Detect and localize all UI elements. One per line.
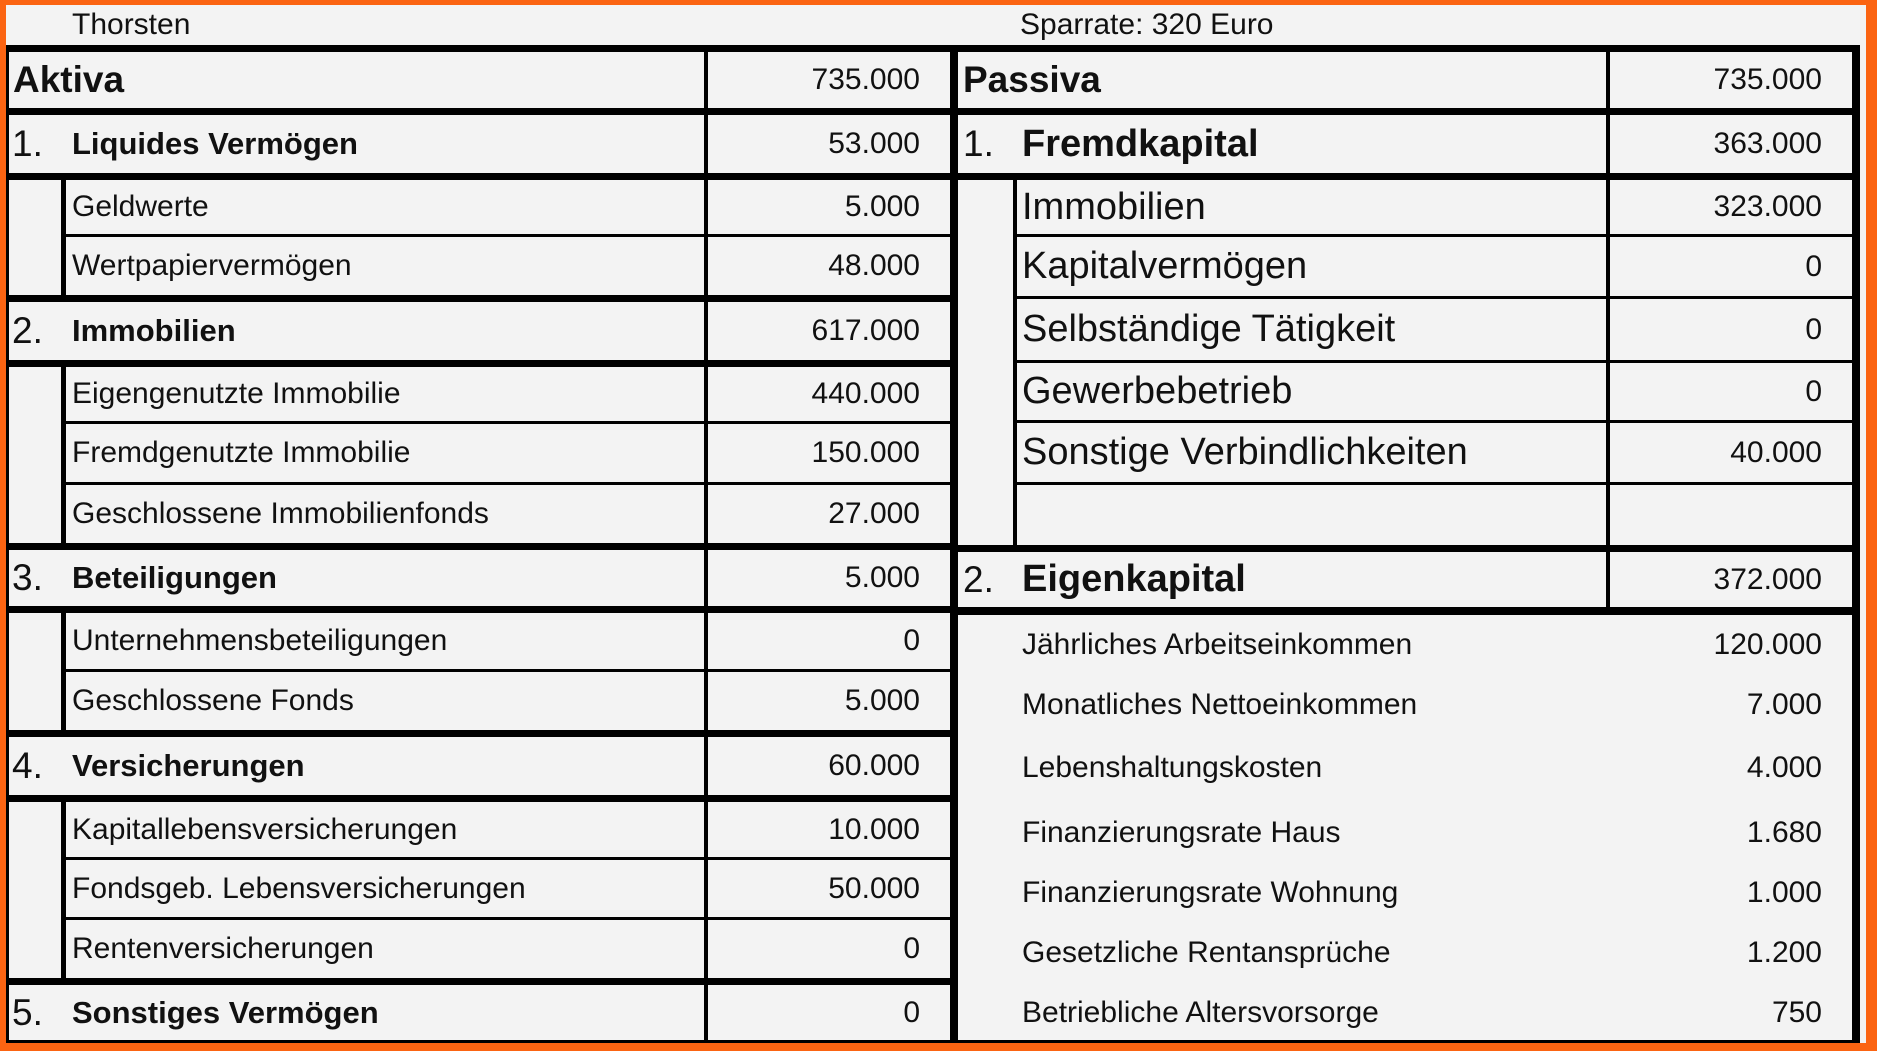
section-value: 0 <box>903 995 920 1029</box>
passiva-title: Passiva <box>963 59 1101 100</box>
info-value: 1.200 <box>1746 936 1822 969</box>
section-label: Eigenkapital <box>1022 558 1246 600</box>
item-label: Immobilien <box>1022 185 1206 228</box>
section-label: Versicherungen <box>72 748 305 783</box>
info-value: 1.000 <box>1746 876 1822 909</box>
info-value: 120.000 <box>1713 628 1822 661</box>
row-divider <box>6 360 950 367</box>
aktiva-title: Aktiva <box>13 59 125 100</box>
row-divider <box>6 295 950 302</box>
item-value-empty <box>1610 485 1822 545</box>
info-label: Finanzierungsrate Wohnung <box>1022 876 1399 909</box>
item-value: 27.000 <box>828 497 920 530</box>
section-number: 1. <box>12 123 43 164</box>
item-value: 5.000 <box>844 190 920 223</box>
section-number: 4. <box>12 745 43 786</box>
info-label: Gesetzliche Rentansprüche <box>1022 936 1391 969</box>
section-label: Immobilien <box>72 313 236 348</box>
item-label: Unternehmensbeteiligungen <box>72 624 448 657</box>
section-number: 2. <box>963 558 994 600</box>
row-divider <box>6 606 950 613</box>
item-value: 0 <box>903 932 920 965</box>
item-label: Kapitalvermögen <box>1022 245 1308 287</box>
row-divider <box>6 543 950 550</box>
info-label: Lebenshaltungskosten <box>1022 751 1323 784</box>
table-right-border <box>1852 45 1860 1043</box>
info-label: Finanzierungsrate Haus <box>1022 816 1341 849</box>
row-divider <box>958 173 1852 180</box>
item-value: 440.000 <box>811 377 920 410</box>
row-divider <box>6 730 950 737</box>
table-bottom-border <box>6 1040 1860 1043</box>
item-label: Fondsgeb. Lebensversicherungen <box>72 871 526 905</box>
item-label: Rentenversicherungen <box>72 932 374 965</box>
section-number: 5. <box>12 991 43 1033</box>
section-value: 617.000 <box>811 314 920 347</box>
item-value: 0 <box>1805 374 1822 408</box>
row-divider <box>958 108 1852 115</box>
section-label: Fremdkapital <box>1022 122 1259 165</box>
row-divider <box>6 978 950 985</box>
info-value: 750 <box>1771 995 1822 1029</box>
section-value: 372.000 <box>1713 562 1822 596</box>
section-number: 3. <box>12 557 43 598</box>
item-label: Gewerbebetrieb <box>1022 370 1293 412</box>
section-label: Liquides Vermögen <box>72 126 358 161</box>
section-value: 5.000 <box>844 561 920 594</box>
item-label: Eigengenutzte Immobilie <box>72 377 401 410</box>
client-name: Thorsten <box>72 8 191 41</box>
info-value: 4.000 <box>1746 751 1822 784</box>
info-label: Betriebliche Altersvorsorge <box>1022 995 1379 1029</box>
row-divider <box>6 795 950 802</box>
item-label: Fremdgenutzte Immobilie <box>72 436 411 469</box>
row-divider <box>958 607 1852 615</box>
item-label: Selbständige Tätigkeit <box>1022 308 1396 350</box>
indent-line <box>61 367 66 543</box>
section-number: 2. <box>12 310 43 351</box>
row-divider <box>6 173 950 180</box>
section-label: Sonstiges Vermögen <box>72 994 379 1030</box>
item-value: 50.000 <box>828 871 920 905</box>
item-value: 0 <box>1805 312 1822 346</box>
indent-line <box>61 180 66 295</box>
section-number: 1. <box>963 123 994 164</box>
item-value: 40.000 <box>1730 435 1822 469</box>
section-value: 363.000 <box>1713 127 1822 160</box>
indent-line <box>61 802 66 978</box>
row-divider <box>958 545 1852 552</box>
section-value: 53.000 <box>828 127 920 160</box>
item-value: 10.000 <box>828 812 920 846</box>
savings-rate: Sparrate: 320 Euro <box>1020 8 1274 41</box>
aktiva-total: 735.000 <box>811 63 920 96</box>
item-value: 150.000 <box>811 436 920 469</box>
item-label: Sonstige Verbindlichkeiten <box>1022 431 1468 473</box>
item-label: Geschlossene Fonds <box>72 684 354 717</box>
item-value: 0 <box>903 624 920 657</box>
passiva-total: 735.000 <box>1713 63 1822 96</box>
info-label: Monatliches Nettoeinkommen <box>1022 688 1418 721</box>
item-label: Kapitallebensversicherungen <box>72 812 458 846</box>
item-value: 5.000 <box>844 684 920 717</box>
info-value: 1.680 <box>1746 816 1822 849</box>
table-middle-border <box>950 45 958 1043</box>
item-value: 48.000 <box>828 249 920 282</box>
info-label: Jährliches Arbeitseinkommen <box>1022 628 1413 661</box>
section-label: Beteiligungen <box>72 560 277 595</box>
section-value: 60.000 <box>828 749 920 782</box>
item-value: 323.000 <box>1713 190 1822 223</box>
item-value: 0 <box>1805 249 1822 283</box>
info-value: 7.000 <box>1746 688 1822 721</box>
table-top-border <box>6 45 1860 52</box>
item-label: Wertpapiervermögen <box>72 249 352 282</box>
item-label: Geschlossene Immobilienfonds <box>72 497 489 530</box>
item-label: Geldwerte <box>72 190 209 223</box>
row-divider <box>6 108 950 115</box>
